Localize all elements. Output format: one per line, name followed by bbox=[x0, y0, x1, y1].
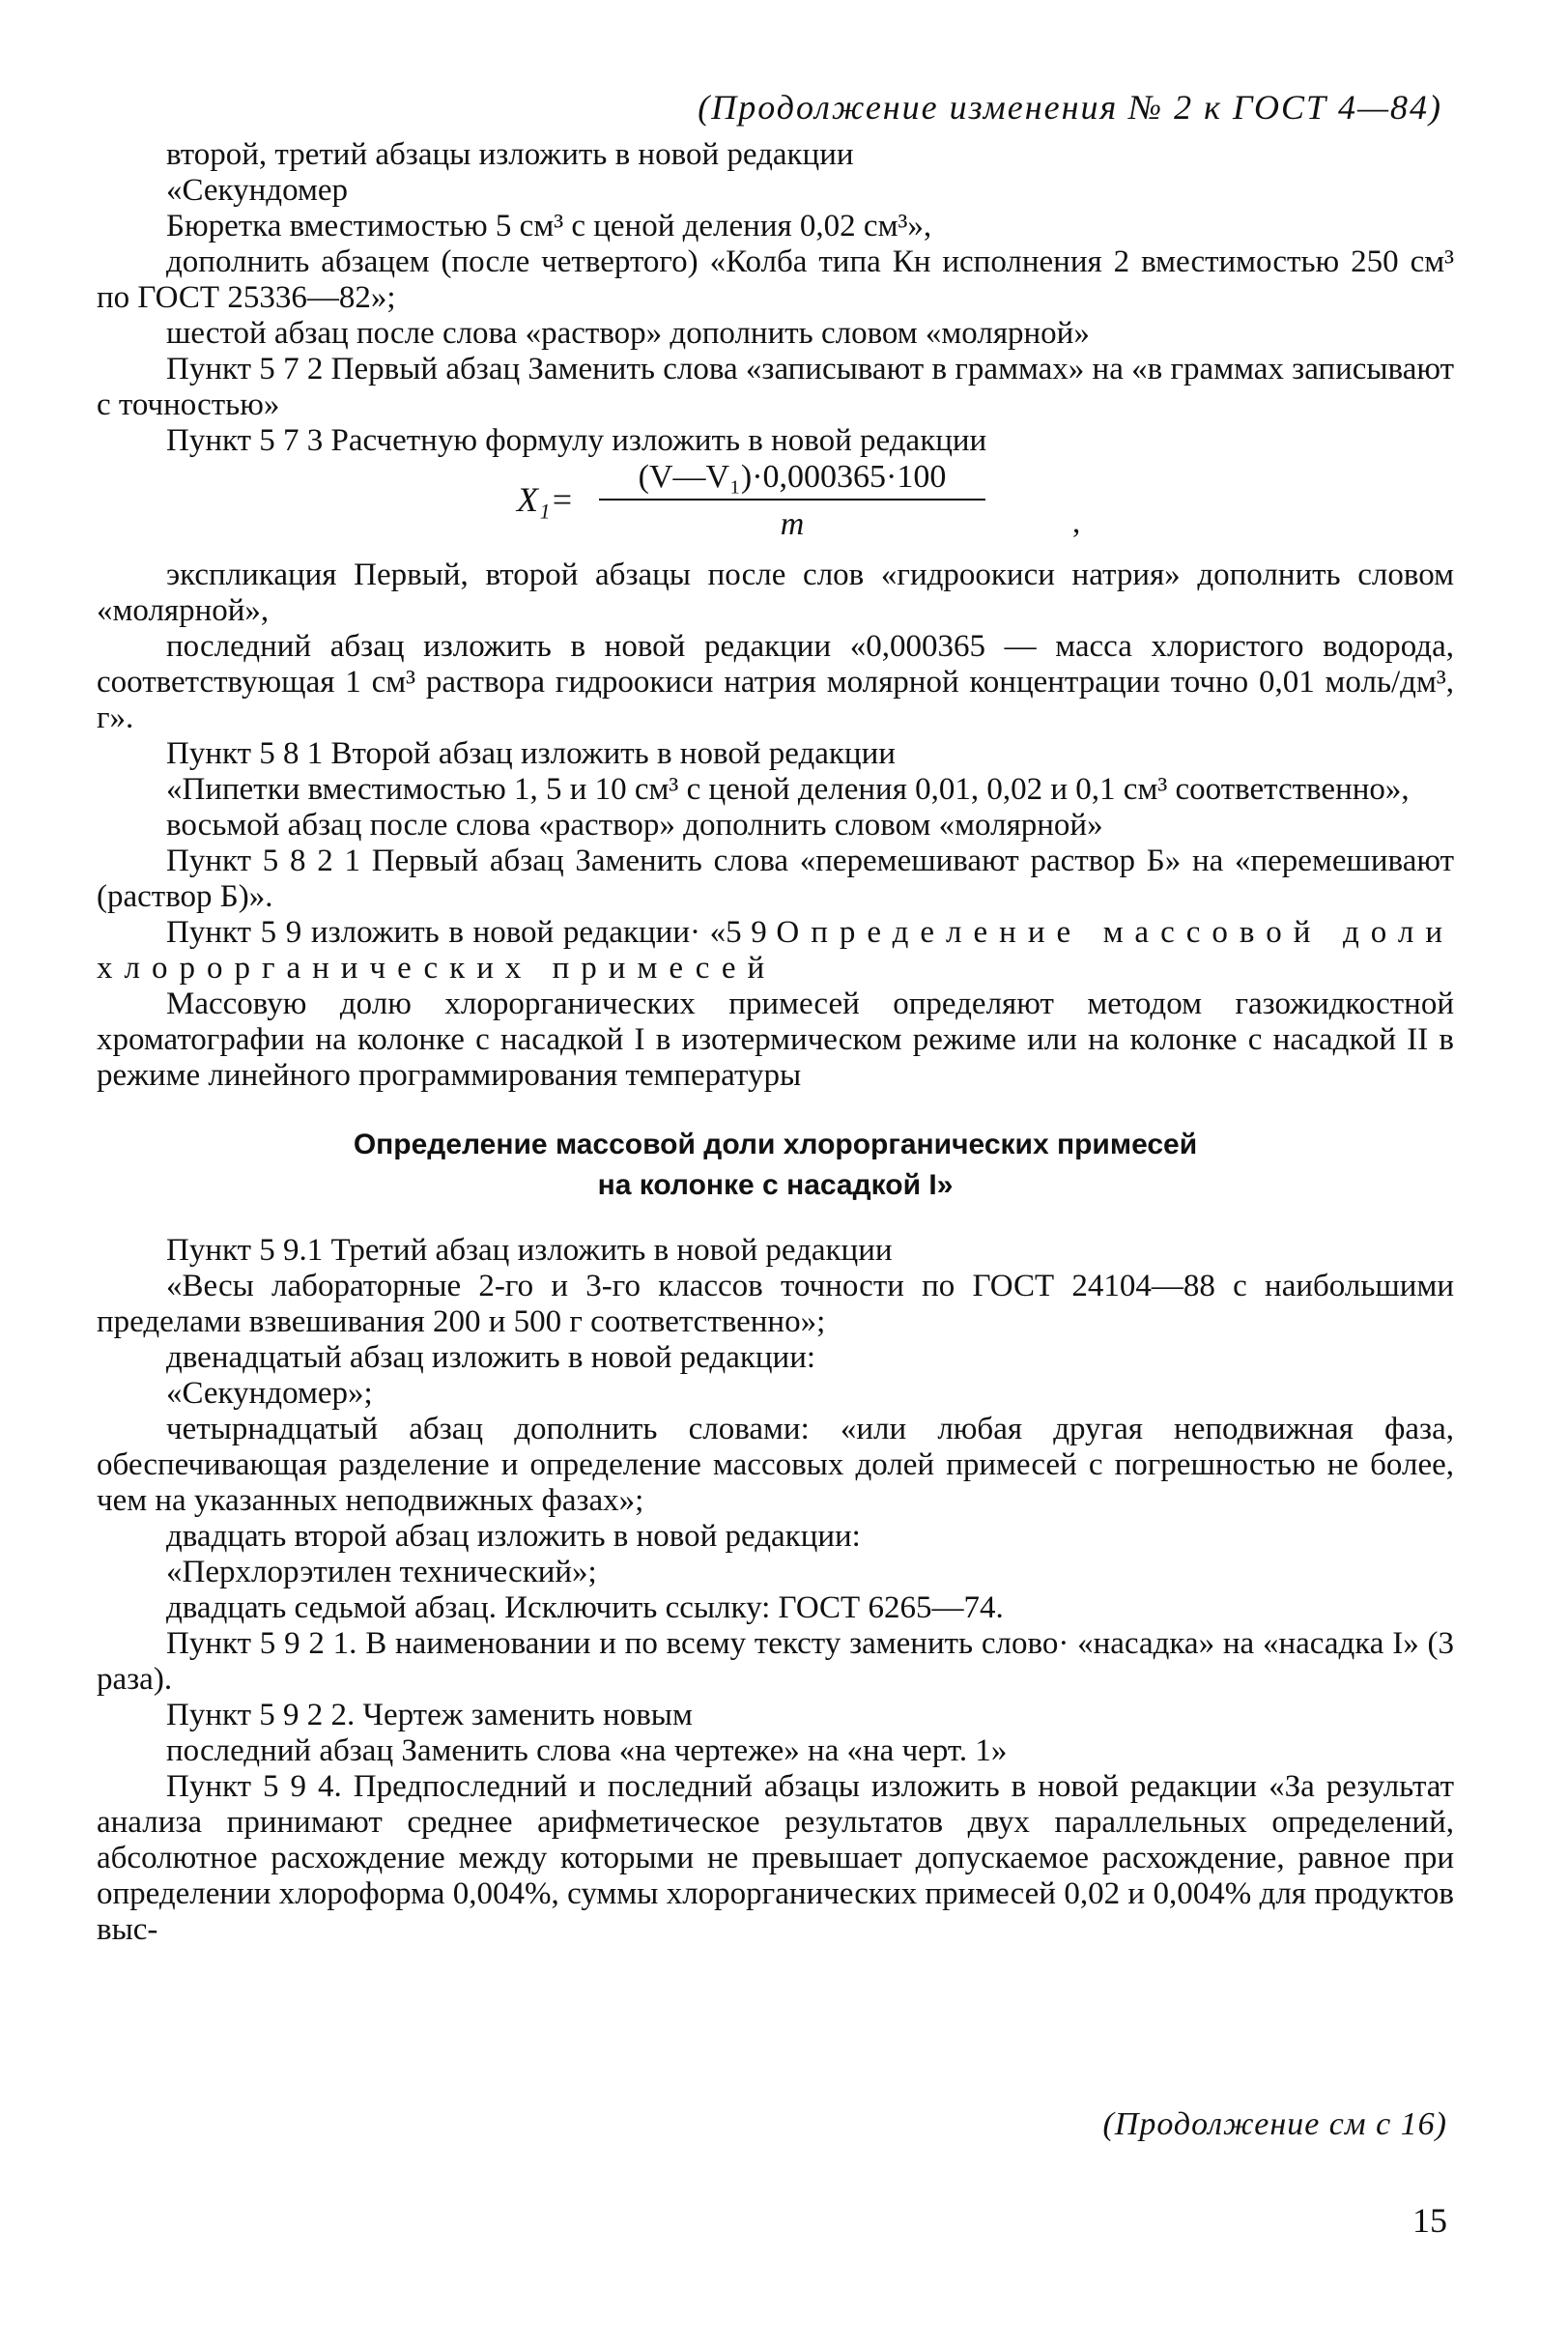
page-header: (Продолжение изменения № 2 к ГОСТ 4—84) bbox=[698, 88, 1442, 127]
formula-fraction bbox=[599, 459, 985, 542]
paragraph: Пункт 5 7 3 Расчетную формулу изложить в новой редакции bbox=[166, 423, 987, 458]
formula-numerator: (V—V₁)·0,000365·100 bbox=[599, 459, 985, 501]
paragraph: двадцать седьмой абзац. Исключить ссылку: ГОСТ 6265—74. bbox=[166, 1590, 1004, 1625]
section-heading-line-1: Определение массовой доли хлорорганических примесей bbox=[353, 1129, 1198, 1160]
formula-lhs: X₁= bbox=[517, 480, 574, 519]
paragraph: Пункт 5 9.1 Третий абзац изложить в новой редакции bbox=[166, 1233, 893, 1268]
paragraph: восьмой абзац после слова «раствор» дополнить словом «молярной» bbox=[166, 808, 1103, 843]
paragraph: Пункт 5 9 4. Предпоследний и последний абзацы изложить в новой редакции «За результат анализа принимают среднее арифметическое результатов двух параллельных определений, абсолютное расхождение между которыми не превышает допускаемое расхождение, равное при определении хлороформа 0,004%, суммы хлорорганических примесей 0,02 и 0,004% для продуктов выс- bbox=[97, 1769, 1454, 1947]
paragraph: Пункт 5 7 2 Первый абзац Заменить слова «записывают в граммах» на «в граммах записывают с точностью» bbox=[97, 352, 1454, 422]
section-heading bbox=[97, 1125, 1454, 1206]
paragraph: последний абзац изложить в новой редакции «0,000365 — масса хлористого водорода, соответствующая 1 см³ раствора гидроокиси натрия молярной концентрации точно 0,01 моль/дм³, г». bbox=[97, 629, 1454, 735]
paragraph: Пункт 5 8 1 Второй абзац изложить в новой редакции bbox=[166, 736, 896, 771]
paragraph: экспликация Первый, второй абзацы после слов «гидроокиси натрия» дополнить словом «молярной», bbox=[97, 558, 1454, 628]
formula-comma: , bbox=[1072, 505, 1081, 540]
formula bbox=[97, 459, 1454, 558]
paragraph: двадцать второй абзац изложить в новой редакции: bbox=[166, 1519, 861, 1554]
section-title-spaced: Определение массовой доли хлорорганических примесей bbox=[97, 915, 1454, 986]
paragraph: дополнить абзацем (после четвертого) «Колба типа Кн исполнения 2 вместимостью 250 см³ по ГОСТ 25336—82»; bbox=[97, 244, 1454, 315]
paragraph-lead: Пункт 5 9 изложить в новой редакции· «5 9 bbox=[166, 915, 767, 950]
paragraph: «Перхлорэтилен технический»; bbox=[166, 1555, 597, 1589]
paragraph: Бюретка вместимостью 5 см³ с ценой деления 0,02 см³», bbox=[166, 209, 932, 243]
paragraph: Пункт 5 9 2 1. В наименовании и по всему тексту заменить слово· «насадка» на «насадка I» (3 раза). bbox=[97, 1626, 1454, 1697]
paragraph: «Весы лабораторные 2-го и 3-го классов точности по ГОСТ 24104—88 с наибольшими пределами взвешивания 200 и 500 г соответственно»; bbox=[97, 1269, 1454, 1339]
paragraph: «Секундомер bbox=[166, 173, 348, 208]
document-body bbox=[97, 137, 1454, 1948]
paragraph: «Пипетки вместимостью 1, 5 и 10 см³ с ценой деления 0,01, 0,02 и 0,1 см³ соответственно», bbox=[166, 772, 1410, 807]
section-heading-line-2: на колонке с насадкой I» bbox=[597, 1169, 954, 1201]
paragraph bbox=[97, 915, 1454, 987]
paragraph: Пункт 5 8 2 1 Первый абзац Заменить слова «перемешивают раствор Б» на «перемешивают (раствор Б)». bbox=[97, 844, 1454, 914]
continuation-note: (Продолжение см с 16) bbox=[1102, 2106, 1447, 2142]
paragraph: двенадцатый абзац изложить в новой редакции: bbox=[166, 1340, 816, 1375]
formula-denominator: m bbox=[780, 506, 805, 542]
paragraph: второй, третий абзацы изложить в новой редакции bbox=[166, 137, 854, 172]
paragraph: четырнадцатый абзац дополнить словами: «или любая другая неподвижная фаза, обеспечивающая разделение и определение массовых долей примесей с погрешностью не более, чем на указанных неподвижных фазах»; bbox=[97, 1412, 1454, 1518]
paragraph: шестой абзац после слова «раствор» дополнить словом «молярной» bbox=[166, 316, 1090, 351]
paragraph: Массовую долю хлорорганических примесей определяют методом газожидкостной хроматографии на колонке с насадкой I в изотермическом режиме или на колонке с насадкой II в режиме линейного программирования температуры bbox=[97, 987, 1454, 1093]
paragraph: последний абзац Заменить слова «на чертеже» на «на черт. 1» bbox=[166, 1733, 1008, 1768]
paragraph: Пункт 5 9 2 2. Чертеж заменить новым bbox=[166, 1698, 693, 1732]
page-number: 15 bbox=[1412, 2201, 1447, 2240]
paragraph: «Секундомер»; bbox=[166, 1376, 373, 1411]
